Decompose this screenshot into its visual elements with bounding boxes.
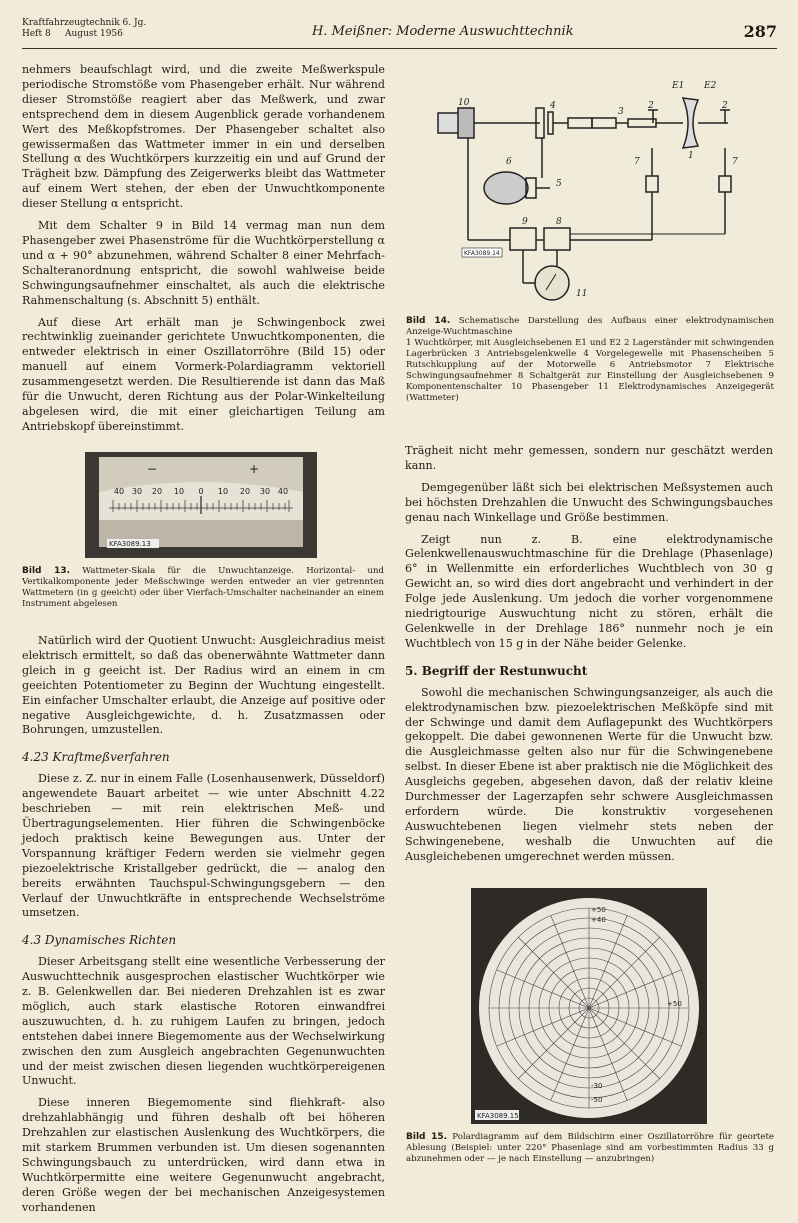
page-header xyxy=(22,18,777,49)
left-column-bottom xyxy=(22,634,385,1223)
polar-label: +40 xyxy=(591,916,606,924)
polar-label: -50 xyxy=(591,1096,603,1104)
paragraph: Zeigt nun z. B. eine elektrodynamische Gelenkwellenauswuchtmaschine für die Drehlage (Phasenlage) 6° in Wellenmitte ein erforderliches Wuchtblech von 30 g Gewicht an, so wird dies dort angebracht und verhindert in der Folge jede Auslenkung. Um jedoch die vorher vorgenommene niedrigtourige Auswuchtung nicht zu stören, erhält die Gelenkwelle in der Drehlage 186° nunmehr noch je ein Wuchtblech von 15 g in der Nähe beider Gelenke. xyxy=(405,532,773,650)
label-2: 2 xyxy=(648,101,654,111)
paragraph: nehmers beaufschlagt wird, und die zweite Meßwerkspule periodische Stromstöße vom Phasengeber erhält. Nur während dieser Stromstöße reagiert aber das Meßwerk, und zwar entsprechend dem in diesem Augenblick gerade vorhandenem Wert des Meßkopfstromes. Der Phasengeber schaltet also gewissermaßen das Wattmeter immer in ein und derselben Stellung α des Wuchtkörpers kurzzeitig ein und auf Grund der Trägheit bzw. Dämpfung des Zeigerwerks bleibt das Wattmeter auf einem Wert stehen, der eben der Unwuchtkomponente dieser Stellung α entspricht. xyxy=(22,63,385,211)
caption-text: Polardiagramm auf dem Bildschirm einer Oszillatorröhre für geortete Ablesung (Beispiel: unter 220° Phasenlage sind am vorbestimmten Radius 33 g abzunehmen oder — je nach Einstellung — anzubringen) xyxy=(406,1132,774,1164)
label-9: 9 xyxy=(522,217,528,227)
caption-label: Bild 13. xyxy=(22,566,71,576)
polar-label: -30 xyxy=(591,1082,603,1090)
caption-label: Bild 15. xyxy=(406,1132,448,1142)
figure-15-polar-diagram xyxy=(471,888,707,1124)
paragraph: Diese inneren Biegemomente sind fliehkraft- also drehzahlabhängig und führen deshalb oft bei höheren Drehzahlen zur elastischen Auslenkung des Wuchtkörpers, die mit starkem Brummen verbunden ist. Um diesen sogenannten Schwingungsbauch zu unterdrücken, wird dann etwa in Wuchtkörpermitte eine weitere Gegenunwucht angebracht, deren Größe wegen der bei mechanischen Anzeigesystemen vorhandenen xyxy=(22,1096,385,1214)
plus-sign: + xyxy=(249,462,260,476)
paragraph: Trägheit nicht mehr gemessen, sondern nur geschätzt werden kann. xyxy=(405,444,773,472)
label-1: 1 xyxy=(688,151,694,161)
polar-label: +50 xyxy=(591,906,606,914)
paragraph: Sowohl die mechanischen Schwingungsanzeiger, als auch die elektrodynamischen bzw. piezoelektrischen Meßköpfe sind mit der Schwinge und damit dem Auflagepunkt des Wuchtkörpers gekoppelt. Die dabei gewonnenen Werte für die Unwucht bzw. die Ausgleichmasse gelten also nur für die Schwingenebene selbst. In dieser Ebene ist aber praktisch nie die Möglichkeit des Ausgleichs gegeben, abgesehen davon, daß der relativ kleine Durchmesser der Lagerzapfen sehr schwere Ausgleichmassen erfordern würde. Die konstruktiv vorgesehenen Auswuchtebenen liegen vielmehr stets neben der Schwingenebene, weshalb die Unwuchten auf die Ausgleichebenen umgerechnet werden müssen. xyxy=(405,685,773,863)
figure-13-caption xyxy=(22,566,384,610)
paragraph: Natürlich wird der Quotient Unwucht: Ausgleichradius meist elektrisch ermittelt, so daß das obenerwähnte Wattmeter dann gleich in g geeicht ist. Der Radius wird an einem in cm geeichten Potentiometer zu Beginn der Wuchtung eingestellt. Ein einfacher Umschalter erlaubt, die Anzeige auf positive oder negative Ausgleichgewichte, d. h. Zusatzmassen oder Bohrungen, umzustellen. xyxy=(22,634,385,737)
label-5: 5 xyxy=(556,179,562,189)
figure-14-caption xyxy=(406,316,774,404)
section-heading: 4.23 Kraftmeßverfahren xyxy=(22,750,170,765)
label-10: 10 xyxy=(458,98,470,108)
label-e1: E1 xyxy=(672,81,685,91)
label-2: 2 xyxy=(722,101,728,111)
section-heading: 5. Begriff der Restunwucht xyxy=(405,663,588,678)
label-7: 7 xyxy=(634,157,640,167)
journal-issue: Heft 8 August 1956 xyxy=(22,29,123,39)
label-6: 6 xyxy=(506,157,512,167)
scale-label: 20 xyxy=(151,487,163,496)
polar-label: +50 xyxy=(667,1000,682,1008)
paragraph: Mit dem Schalter 9 in Bild 14 vermag man nun dem Phasengeber zwei Phasenströme für die Wuchtkörperstellung α und α + 90° abzunehmen, während Schalter 8 einer Mehrfach-Schalteranordnung entspricht, die sowohl wahlweise beide Schwingungsaufnehmer einschaltet, als auch die elektrische Rahmenschaltung (s. Abschnitt 5) enthält. xyxy=(22,219,385,307)
scale-label: 20 xyxy=(239,487,251,496)
scale-label: 0 xyxy=(198,487,204,496)
label-4: 4 xyxy=(550,101,556,111)
journal-info xyxy=(22,18,146,40)
polar-diagram-photo xyxy=(471,888,707,1124)
paragraph: Dieser Arbeitsgang stellt eine wesentliche Verbesserung der Auswuchttechnik ausgesprochen elastischer Wuchtkörper wie z. B. Gelenkwellen dar. Bei niederen Drehzahlen ist es zwar möglich, auch stark elastische Rotoren einwandfrei auszuwuchten, d. h. zu ruhigem Laufen zu bringen, jedoch entstehen dabei innere Biegemomente aus der Wechselwirkung zwischen den zum Ausgleich angebrachten Gegenunwuchten und der meist zwischen diesen liegenden wuchtkörpereigenen Unwucht. xyxy=(22,955,385,1088)
paragraph: Demgegenüber läßt sich bei elektrischen Meßsystemen auch bei höchsten Drehzahlen die Unwucht des Schwingungsbauches genau nach Winkellage und Größe bestimmen. xyxy=(405,480,773,524)
caption-text: Schematische Darstellung des Aufbaus einer elektrodynamischen Anzeige-Wuchtmaschine xyxy=(406,316,775,337)
caption-legend: 1 Wuchtkörper, mit Ausgleichsebenen E1 und E2 2 Lagerständer mit schwingenden Lagerbrücken 3 Antriebsgelenkwelle 4 Vorgelegewelle mit Phasenscheiben 5 Rutschkupplung auf der Motorwelle 6 Antriebsmotor 7 Elektrische Schwingungsaufnehmer 8 Schaltgerät zur Einstellung der Ausgleichsebenen 9 Komponentenschalter 10 Phasengeber 11 Elektrodynamisches Anzeigegerät (Wattmeter) xyxy=(406,338,774,403)
left-column-top xyxy=(22,63,385,442)
figure-stamp: KFA3089.14 xyxy=(464,250,500,257)
wattmeter-scale-photo xyxy=(85,452,317,558)
scale-label: 40 xyxy=(113,487,125,496)
label-e2: E2 xyxy=(704,81,717,91)
scale-label: 10 xyxy=(217,487,229,496)
journal-name: Kraftfahrzeugtechnik 6. Jg. xyxy=(22,18,147,28)
paragraph: Auf diese Art erhält man je Schwingenbock zwei rechtwinklig zueinander gerichtete Unwuchtkomponenten, die entweder elektrisch in einer Oszillatorröhre (Bild 15) oder manuell auf einem Vormerk-Polardiagramm vektoriell zusammengesetzt werden. Die Resultierende ist dann das Maß für die Unwucht, deren Richtung aus der Polar-Winkelteilung abgelesen wird, die mit einer gleichartigen Teilung am Antriebskopf übereinstimmt. xyxy=(22,315,385,433)
minus-sign: − xyxy=(147,462,158,476)
label-7: 7 xyxy=(732,157,738,167)
label-3: 3 xyxy=(618,107,624,117)
figure-14-schematic xyxy=(428,68,763,308)
caption-label: Bild 14. xyxy=(406,316,451,326)
scale-label: 30 xyxy=(131,487,143,496)
scale-label: 30 xyxy=(259,487,271,496)
figure-stamp: KFA3089.13 xyxy=(109,540,151,548)
label-8: 8 xyxy=(556,217,562,227)
running-title: H. Meißner: Moderne Auswuchttechnik xyxy=(312,24,574,39)
figure-stamp: KFA3089.15 xyxy=(477,1112,519,1120)
figure-15-caption xyxy=(406,1132,774,1165)
right-column xyxy=(405,444,773,872)
caption-text: Wattmeter-Skala für die Unwuchtanzeige. Horizontal- und Vertikalkomponente jeder Meßschwinge werden entweder an vier getrennten Wattmetern (in g geeicht) oder über Vierfach-Umschalter nacheinander an einem Instrument abgelesen xyxy=(22,566,384,609)
paragraph: Diese z. Z. nur in einem Falle (Losenhausenwerk, Düsseldorf) angewendete Bauart arbeitet — wie unter Abschnitt 4.22 beschrieben — mit rein elektrischen Meß- und Übertragungselementen. Hier führen die Schwingenböcke jedoch praktisch keine Bewegungen aus. Unter der Vorspannung kräftiger Federn werden sie vielmehr gegen piezoelektrische Kristallgeber gedrückt, die — analog den bereits erwähnten Tauchspul-Schwingungsgebern — den Verlauf der Unwuchtkräfte in entsprechende Wechselströme umsetzen. xyxy=(22,772,385,920)
scale-label: 10 xyxy=(173,487,185,496)
schematic-labels xyxy=(428,68,763,308)
scale-label: 40 xyxy=(277,487,289,496)
label-11: 11 xyxy=(576,289,588,299)
figure-13-wattmeter-scale xyxy=(85,452,317,558)
page-number: 287 xyxy=(743,22,777,41)
section-heading: 4.3 Dynamisches Richten xyxy=(22,933,177,948)
